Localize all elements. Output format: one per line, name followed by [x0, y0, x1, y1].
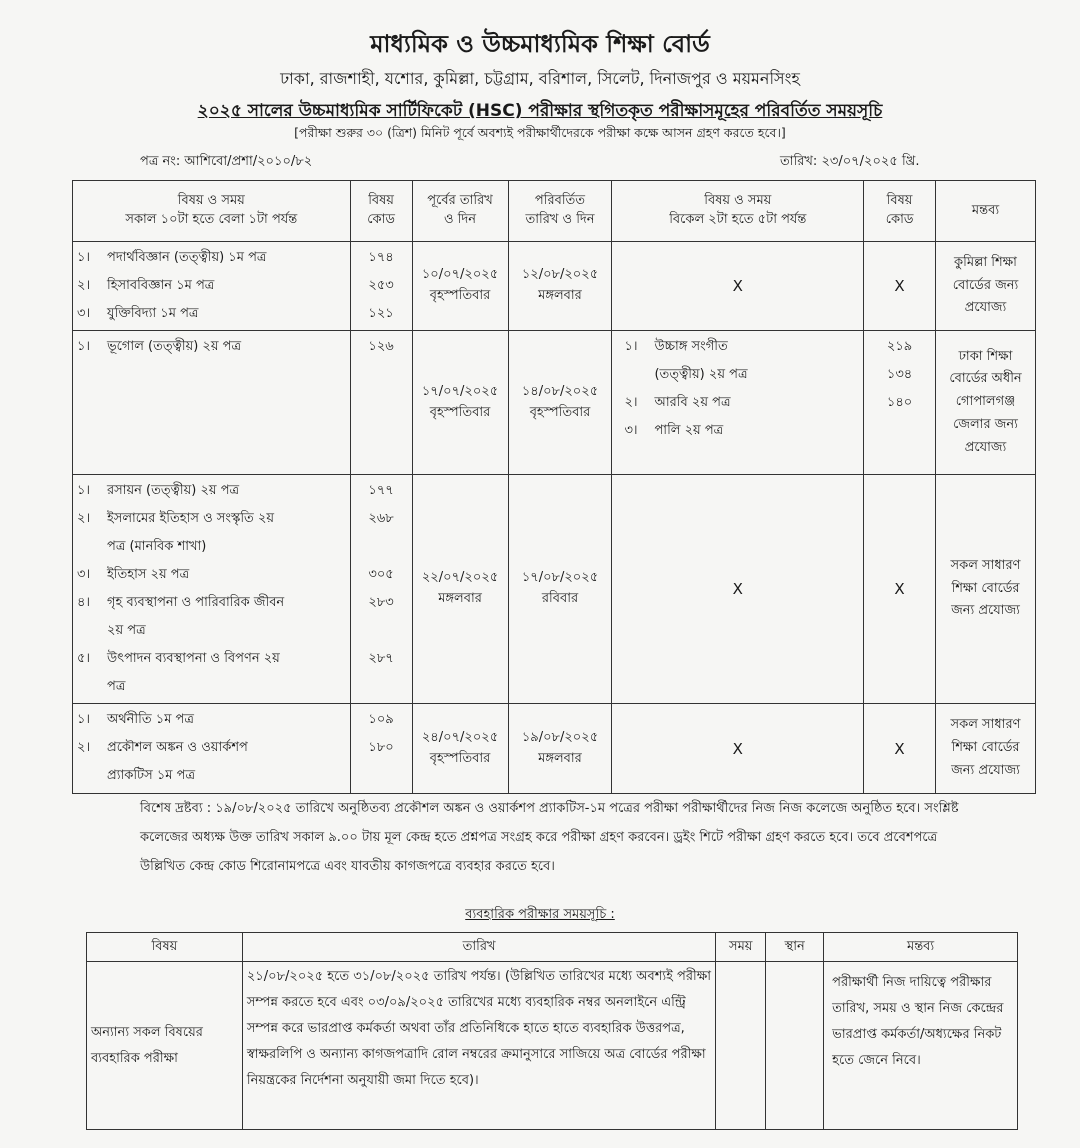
item-number: ১। — [77, 339, 91, 354]
item-number: ৩। — [77, 306, 91, 321]
notice-subtitle: ২০২৫ সালের উচ্চমাধ্যমিক সার্টিফিকেট (HSC) পরীক্ষার স্থগিতকৃত পরীক্ষাসমূহের পরিবর্তিত সময়সূচি — [197, 101, 883, 121]
header-new-date: পরিবর্তিত তারিখ ও দিন — [508, 181, 612, 242]
subject-code: ২৬৮ — [368, 511, 394, 526]
code2-none-mark: X — [864, 475, 936, 704]
subject-code: ২৫৩ — [368, 278, 394, 293]
remarks: সকল সাধারণ শিক্ষা বোর্ডের জন্য প্রযোজ্য — [936, 704, 1036, 794]
subject-name: পালি ২য় পত্র — [654, 423, 724, 438]
seating-notice: [পরীক্ষা শুরুর ৩০ (ত্রিশ) মিনিট পূর্বে অবশ্যই পরীক্ষার্থীদেরকে পরীক্ষা কক্ষে আসন গ্রহণ করতে হবে।] — [294, 125, 786, 140]
subject-codes — [350, 475, 412, 704]
subject-name: (তত্ত্বীয়) ২য় পত্র — [654, 367, 748, 382]
subject-name: পদার্থবিজ্ঞান (তত্ত্বীয়) ১ম পত্র — [107, 250, 267, 265]
morning-subjects — [73, 704, 351, 794]
item-number — [77, 762, 107, 790]
table-row — [73, 475, 1036, 704]
item-number: ১। — [77, 250, 91, 265]
practical-date-text: ২১/০৮/২০২৫ হতে ৩১/০৮/২০২৫ তারিখ পর্যন্ত। (উল্লিখিত তারিখের মধ্যে অবশ্যই পরীক্ষা সম্পন্ন করতে হবে এবং ০৩/০৯/২০২৫ তারিখের মধ্যে ব্যবহারিক নম্বর অনলাইনে এন্ট্রি সম্পন্ন করে ভারপ্রাপ্ত কর্মকর্তা অথবা তাঁর প্রতিনিধিকে হাতে হাতে ব্যবহারিক উত্তরপত্র, স্বাক্ষরলিপি ও অন্যান্য কাগজপত্রাদি রোল নম্বরের ক্রমানুসারে সাজিয়ে অত্র বোর্ডের পরীক্ষা নিয়ন্ত্রকের নির্দেশনা অনুযায়ী জমা দিতে হবে)। — [242, 962, 715, 1130]
subject-codes — [350, 331, 412, 475]
item-number: ২। — [77, 278, 91, 293]
subject-code: ১২১ — [368, 306, 394, 321]
subject-name: রসায়ন (তত্ত্বীয়) ২য় পত্র — [107, 483, 240, 498]
subject-code — [355, 617, 408, 645]
subject-name: হিসাববিজ্ঞান ১ম পত্র — [107, 278, 215, 293]
remarks: সকল সাধারণ শিক্ষা বোর্ডের জন্য প্রযোজ্য — [936, 475, 1036, 704]
subject-name: পত্র — [107, 679, 126, 694]
subject-name: উৎপাদন ব্যবস্থাপনা ও বিপণন ২য় — [107, 651, 280, 666]
header-place: স্থান — [766, 933, 824, 962]
item-number — [77, 533, 107, 561]
morning-subjects — [73, 242, 351, 331]
header-code2: বিষয় কোড — [864, 181, 936, 242]
new-date: ১২/০৮/২০২৫ মঙ্গলবার — [508, 242, 612, 331]
item-number — [624, 361, 654, 389]
item-number: ৩। — [624, 423, 638, 438]
subject-code: ১৪০ — [886, 395, 913, 410]
item-number: ৪। — [77, 595, 91, 610]
previous-date: ২৪/০৭/২০২৫ বৃহস্পতিবার — [412, 704, 508, 794]
subject-code — [355, 533, 408, 561]
practical-time — [716, 962, 766, 1130]
header-time: সময় — [716, 933, 766, 962]
subject-codes — [350, 242, 412, 331]
header-prev-date: পূর্বের তারিখ ও দিন — [412, 181, 508, 242]
subject-code: ২৮৭ — [368, 651, 394, 666]
practical-heading: ব্যবহারিক পরীক্ষার সময়সূচি : — [465, 907, 615, 922]
remarks: ঢাকা শিক্ষা বোর্ডের অধীন গোপালগঞ্জ জেলার জন্য প্রযোজ্য — [936, 331, 1036, 475]
table-row — [73, 704, 1036, 794]
afternoon-none-mark: X — [612, 242, 864, 331]
subject-name: ভূগোল (তত্ত্বীয়) ২য় পত্র — [107, 339, 242, 354]
morning-subjects — [73, 331, 351, 475]
subject-codes — [350, 704, 412, 794]
subject-name: প্রকৌশল অঙ্কন ও ওয়ার্কশপ — [107, 740, 248, 755]
item-number: ১। — [77, 483, 91, 498]
header-remarks: মন্তব্য — [936, 181, 1036, 242]
practical-place — [766, 962, 824, 1130]
subject-name: ইসলামের ইতিহাস ও সংস্কৃতি ২য় — [107, 511, 275, 526]
schedule-header-row — [73, 181, 1036, 242]
item-number: ১। — [77, 712, 91, 727]
afternoon-none-mark: X — [612, 475, 864, 704]
header-subject-morning: বিষয় ও সময় সকাল ১০টা হতে বেলা ১টা পর্যন্ত — [73, 181, 351, 242]
practical-remarks: পরীক্ষার্থী নিজ দায়িত্বে পরীক্ষার তারিখ, সময় ও স্থান নিজ কেন্দ্রের ভারপ্রাপ্ত কর্মকর্তা/অধ্যক্ষের নিকট হতে জেনে নিবে। — [824, 962, 1018, 1130]
schedule-table — [72, 180, 1036, 794]
item-number: ১। — [624, 339, 638, 354]
practical-subject: অন্যান্য সকল বিষয়ের ব্যবহারিক পরীক্ষা — [87, 962, 243, 1130]
header-date: তারিখ — [242, 933, 715, 962]
item-number: ২। — [77, 740, 91, 755]
code2-none-mark: X — [864, 704, 936, 794]
subject-name: আরবি ২য় পত্র — [654, 395, 731, 410]
item-number — [77, 673, 107, 701]
subject-name: ইতিহাস ২য় পত্র — [107, 567, 190, 582]
board-cities: ঢাকা, রাজশাহী, যশোর, কুমিল্লা, চট্টগ্রাম, বরিশাল, সিলেট, দিনাজপুর ও ময়মনসিংহ — [280, 69, 800, 88]
previous-date: ২২/০৭/২০২৫ মঙ্গলবার — [412, 475, 508, 704]
subject-code: ১৭৪ — [368, 250, 394, 265]
issue-date: তারিখ: ২৩/০৭/২০২৫ খ্রি. — [780, 154, 920, 169]
code2-none-mark: X — [864, 242, 936, 331]
subject-name: পত্র (মানবিক শাখা) — [107, 539, 207, 554]
subject-name: উচ্চাঙ্গ সংগীত — [654, 339, 728, 354]
remarks: কুমিল্লা শিক্ষা বোর্ডের জন্য প্রযোজ্য — [936, 242, 1036, 331]
practical-header-row — [87, 933, 1018, 962]
subject-name: অর্থনীতি ১ম পত্র — [107, 712, 194, 727]
subject-name: গৃহ ব্যবস্থাপনা ও পারিবারিক জীবন — [107, 595, 285, 610]
board-title: মাধ্যমিক ও উচ্চমাধ্যমিক শিক্ষা বোর্ড — [370, 30, 710, 58]
subject-code: ১৩৪ — [886, 367, 913, 382]
subject-code: ২১৯ — [886, 339, 913, 354]
header-subject: বিষয় — [87, 933, 243, 962]
subject-name: প্র্যাকটিস ১ম পত্র — [107, 768, 196, 783]
morning-subjects — [73, 475, 351, 704]
item-number: ২। — [77, 511, 91, 526]
subject-code: ১৮০ — [368, 740, 394, 755]
subject-code: ২৮৩ — [368, 595, 394, 610]
afternoon-none-mark: X — [612, 704, 864, 794]
item-number: ৫। — [77, 651, 91, 666]
new-date: ১৯/০৮/২০২৫ মঙ্গলবার — [508, 704, 612, 794]
table-row — [87, 962, 1018, 1130]
previous-date: ১০/০৭/২০২৫ বৃহস্পতিবার — [412, 242, 508, 331]
afternoon-subjects — [612, 331, 864, 475]
subject-name: যুক্তিবিদ্যা ১ম পত্র — [107, 306, 199, 321]
subject-codes-afternoon — [864, 331, 936, 475]
subject-code: ১২৬ — [368, 339, 394, 354]
subject-code: ১৭৭ — [368, 483, 394, 498]
table-row — [73, 242, 1036, 331]
previous-date: ১৭/০৭/২০২৫ বৃহস্পতিবার — [412, 331, 508, 475]
subject-name: ২য় পত্র — [107, 623, 146, 638]
item-number — [77, 617, 107, 645]
reference-number: পত্র নং: আশিবো/প্রশা/২০১০/৮২ — [140, 154, 313, 169]
item-number: ৩। — [77, 567, 91, 582]
practical-table — [86, 932, 1018, 1130]
item-number: ২। — [624, 395, 638, 410]
table-row — [73, 331, 1036, 475]
new-date: ১৪/০৮/২০২৫ বৃহস্পতিবার — [508, 331, 612, 475]
header-code: বিষয় কোড — [350, 181, 412, 242]
subject-code: ১০৯ — [368, 712, 394, 727]
new-date: ১৭/০৮/২০২৫ রবিবার — [508, 475, 612, 704]
header-remarks: মন্তব্য — [824, 933, 1018, 962]
subject-code: ৩০৫ — [368, 567, 394, 582]
header-subject-afternoon: বিষয় ও সময় বিকেল ২টা হতে ৫টা পর্যন্ত — [612, 181, 864, 242]
special-note: বিশেষ দ্রষ্টব্য : ১৯/০৮/২০২৫ তারিখে অনুষ্ঠিতব্য প্রকৌশল অঙ্কন ও ওয়ার্কশপ প্র্যাকটিস-১ম পত্রের পরীক্ষা পরীক্ষার্থীদের নিজ নিজ কলেজে অনুষ্ঠিত হবে। সংশ্লিষ্ট কলেজের অধ্যক্ষ উক্ত তারিখ সকাল ৯.০০ টায় মূল কেন্দ্র হতে প্রশ্নপত্র সংগ্রহ করে পরীক্ষা গ্রহণ করবেন। ড্রইং শিটে পরীক্ষা গ্রহণ করতে হবে। তবে প্রবেশপত্রে উল্লিখিত কেন্দ্র কোড শিরোনামপত্রে এবং যাবতীয় কাগজপত্রে ব্যবহার করতে হবে। — [140, 801, 959, 874]
